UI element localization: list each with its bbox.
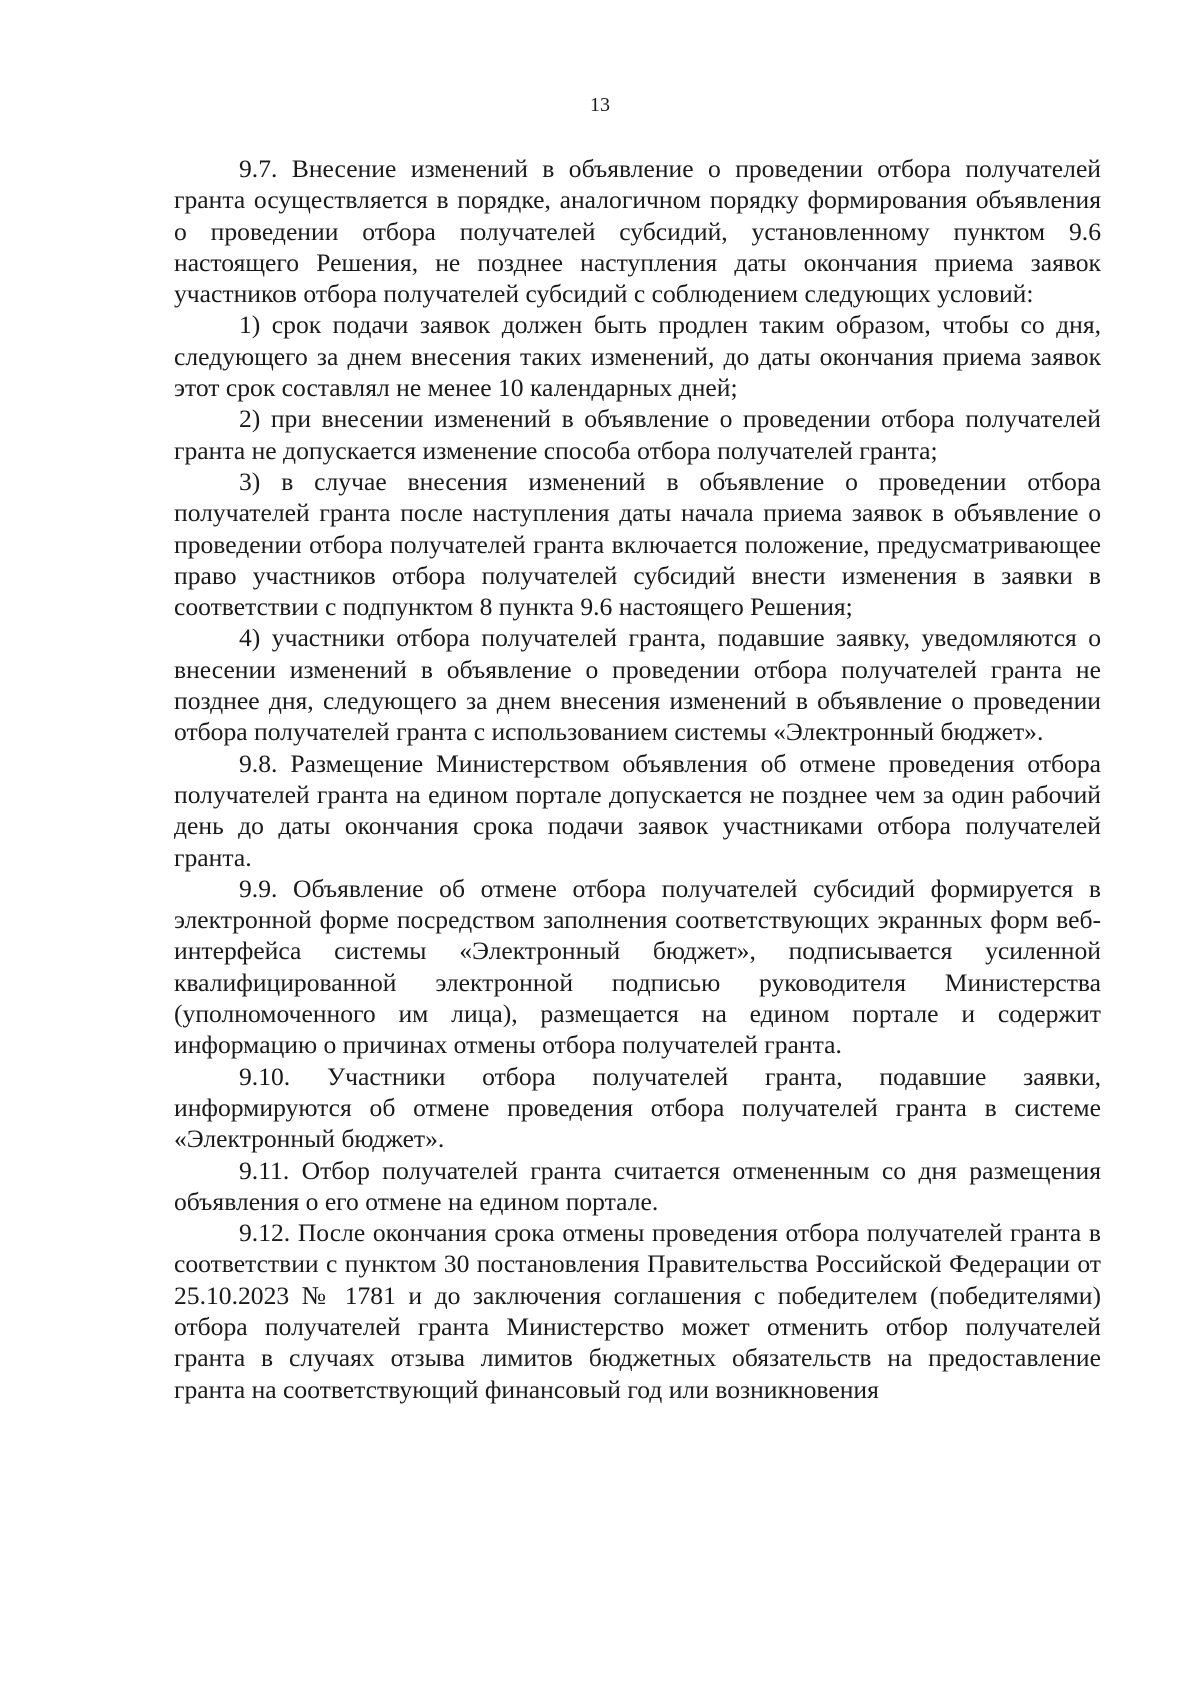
- paragraph-9-9: 9.9. Объявление об отмене отбора получателей субсидий формируется в электронной форме посредством заполнения соответствующих экранных форм веб-интерфейса системы «Электронный бюджет», подписывается усиленной квалифицированной электронной подписью руководителя Министерства (уполномоченного им лица), размещается на едином портале и содержит информацию о причинах отмены отбора получателей гранта.: [174, 873, 1101, 1060]
- paragraph-9-11: 9.11. Отбор получателей гранта считается отмененным со дня размещения объявления о его отмене на едином портале.: [174, 1155, 1101, 1216]
- paragraph-9-8: 9.8. Размещение Министерством объявления об отмене проведения отбора получателей гранта на едином портале допускается не позднее чем за один рабочий день до даты окончания срока подачи заявок участниками отбора получателей гранта.: [174, 748, 1101, 872]
- paragraph-9-10: 9.10. Участники отбора получателей гранта, подавшие заявки, информируются об отмене проведения отбора получателей гранта в системе «Электронный бюджет».: [174, 1061, 1101, 1154]
- paragraph-9-7-item-3: 3) в случае внесения изменений в объявление о проведении отбора получателей гранта после наступления даты начала приема заявок в объявление о проведении отбора получателей гранта включается положение, предусматривающее право участников отбора получателей субсидий внести изменения в заявки в соответствии с подпунктом 8 пункта 9.6 настоящего Решения;: [174, 466, 1101, 622]
- page-number: 13: [590, 94, 610, 116]
- paragraph-9-7-item-4: 4) участники отбора получателей гранта, подавшие заявку, уведомляются о внесении изменений в объявление о проведении отбора получателей гранта не позднее дня, следующего за днем внесения изменений в объявление о проведении отбора получателей гранта с использованием системы «Электронный бюджет».: [174, 623, 1101, 747]
- paragraph-9-7-item-2: 2) при внесении изменений в объявление о проведении отбора получателей гранта не допускается изменение способа отбора получателей гранта;: [174, 404, 1101, 465]
- document-body: [174, 153, 1101, 1405]
- paragraph-9-7-item-1: 1) срок подачи заявок должен быть продлен таким образом, чтобы со дня, следующего за днем внесения таких изменений, до даты окончания приема заявок этот срок составлял не менее 10 календарных дней;: [174, 310, 1101, 403]
- paragraph-9-12: 9.12. После окончания срока отмены проведения отбора получателей гранта в соответствии с пунктом 30 постановления Правительства Российской Федерации от 25.10.2023 № 1781 и до заключения соглашения с победителем (победителями) отбора получателей гранта Министерство может отменить отбор получателей гранта в случаях отзыва лимитов бюджетных обязательств на предоставление гранта на соответствующий финансовый год или возникновения: [174, 1218, 1101, 1404]
- paragraph-9-7: 9.7. Внесение изменений в объявление о проведении отбора получателей гранта осуществляется в порядке, аналогичном порядку формирования объявления о проведении отбора получателей субсидий, установленному пунктом 9.6 настоящего Решения, не позднее наступления даты окончания приема заявок участников отбора получателей субсидий с соблюдением следующих условий:: [174, 154, 1101, 309]
